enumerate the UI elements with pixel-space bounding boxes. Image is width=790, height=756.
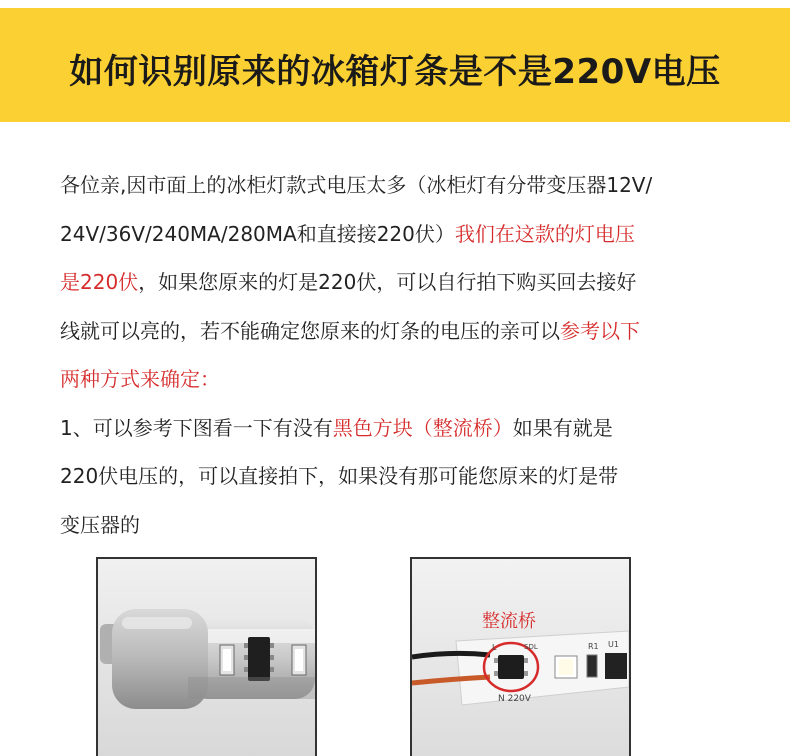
pcb-strip-illustration <box>412 559 629 756</box>
photo-tube-light <box>96 557 317 756</box>
top-strip <box>0 0 790 8</box>
highlight-text: 黑色方块（整流桥） <box>332 415 513 440</box>
text-line-8: 变压器的 <box>60 512 140 537</box>
pcb-label-r1: R1 <box>588 642 599 651</box>
pcb-label-u1: U1 <box>608 640 619 649</box>
page-title: 如何识别原来的冰箱灯条是不是220V电压 <box>69 52 721 92</box>
text-line-6 <box>60 404 760 453</box>
text-segment: 线就可以亮的，若不能确定您原来的灯条的电压的亲可以 <box>60 318 560 343</box>
description-paragraph <box>60 161 760 549</box>
rectifier-label: 整流桥 <box>482 611 536 632</box>
tube-light-illustration <box>98 559 315 756</box>
title-banner <box>0 8 790 122</box>
text-line-2 <box>60 210 760 259</box>
text-segment: 1、可以参考下图看一下有没有 <box>60 415 333 440</box>
highlight-text: 参考以下 <box>560 318 640 343</box>
text-segment: 24V/36V/240MA/280MA和直接接220伏） <box>60 221 455 246</box>
text-line-4 <box>60 307 760 356</box>
text-line-5: 两种方式来确定： <box>60 367 220 391</box>
pcb-label-n220v: N 220V <box>498 694 531 704</box>
pcb-label-sdl: SDL <box>524 643 538 651</box>
pcb-label-l: L <box>492 643 497 652</box>
text-line-7: 220伏电压的，可以直接拍下，如果没有那可能您原来的灯是带 <box>60 464 619 488</box>
highlight-text: 是220伏 <box>60 270 139 294</box>
text-line-1: 各位亲,因市面上的冰柜灯款式电压太多（冰柜灯有分带变压器12V/ <box>60 173 653 197</box>
text-segment: 如果有就是 <box>512 415 613 440</box>
photo-pcb-strip <box>410 557 631 756</box>
text-segment: ，如果您原来的灯是220伏，可以自行拍下购买回去接好 <box>138 270 637 294</box>
text-line-3 <box>60 258 760 307</box>
highlight-text: 我们在这款的灯电压 <box>454 221 635 246</box>
